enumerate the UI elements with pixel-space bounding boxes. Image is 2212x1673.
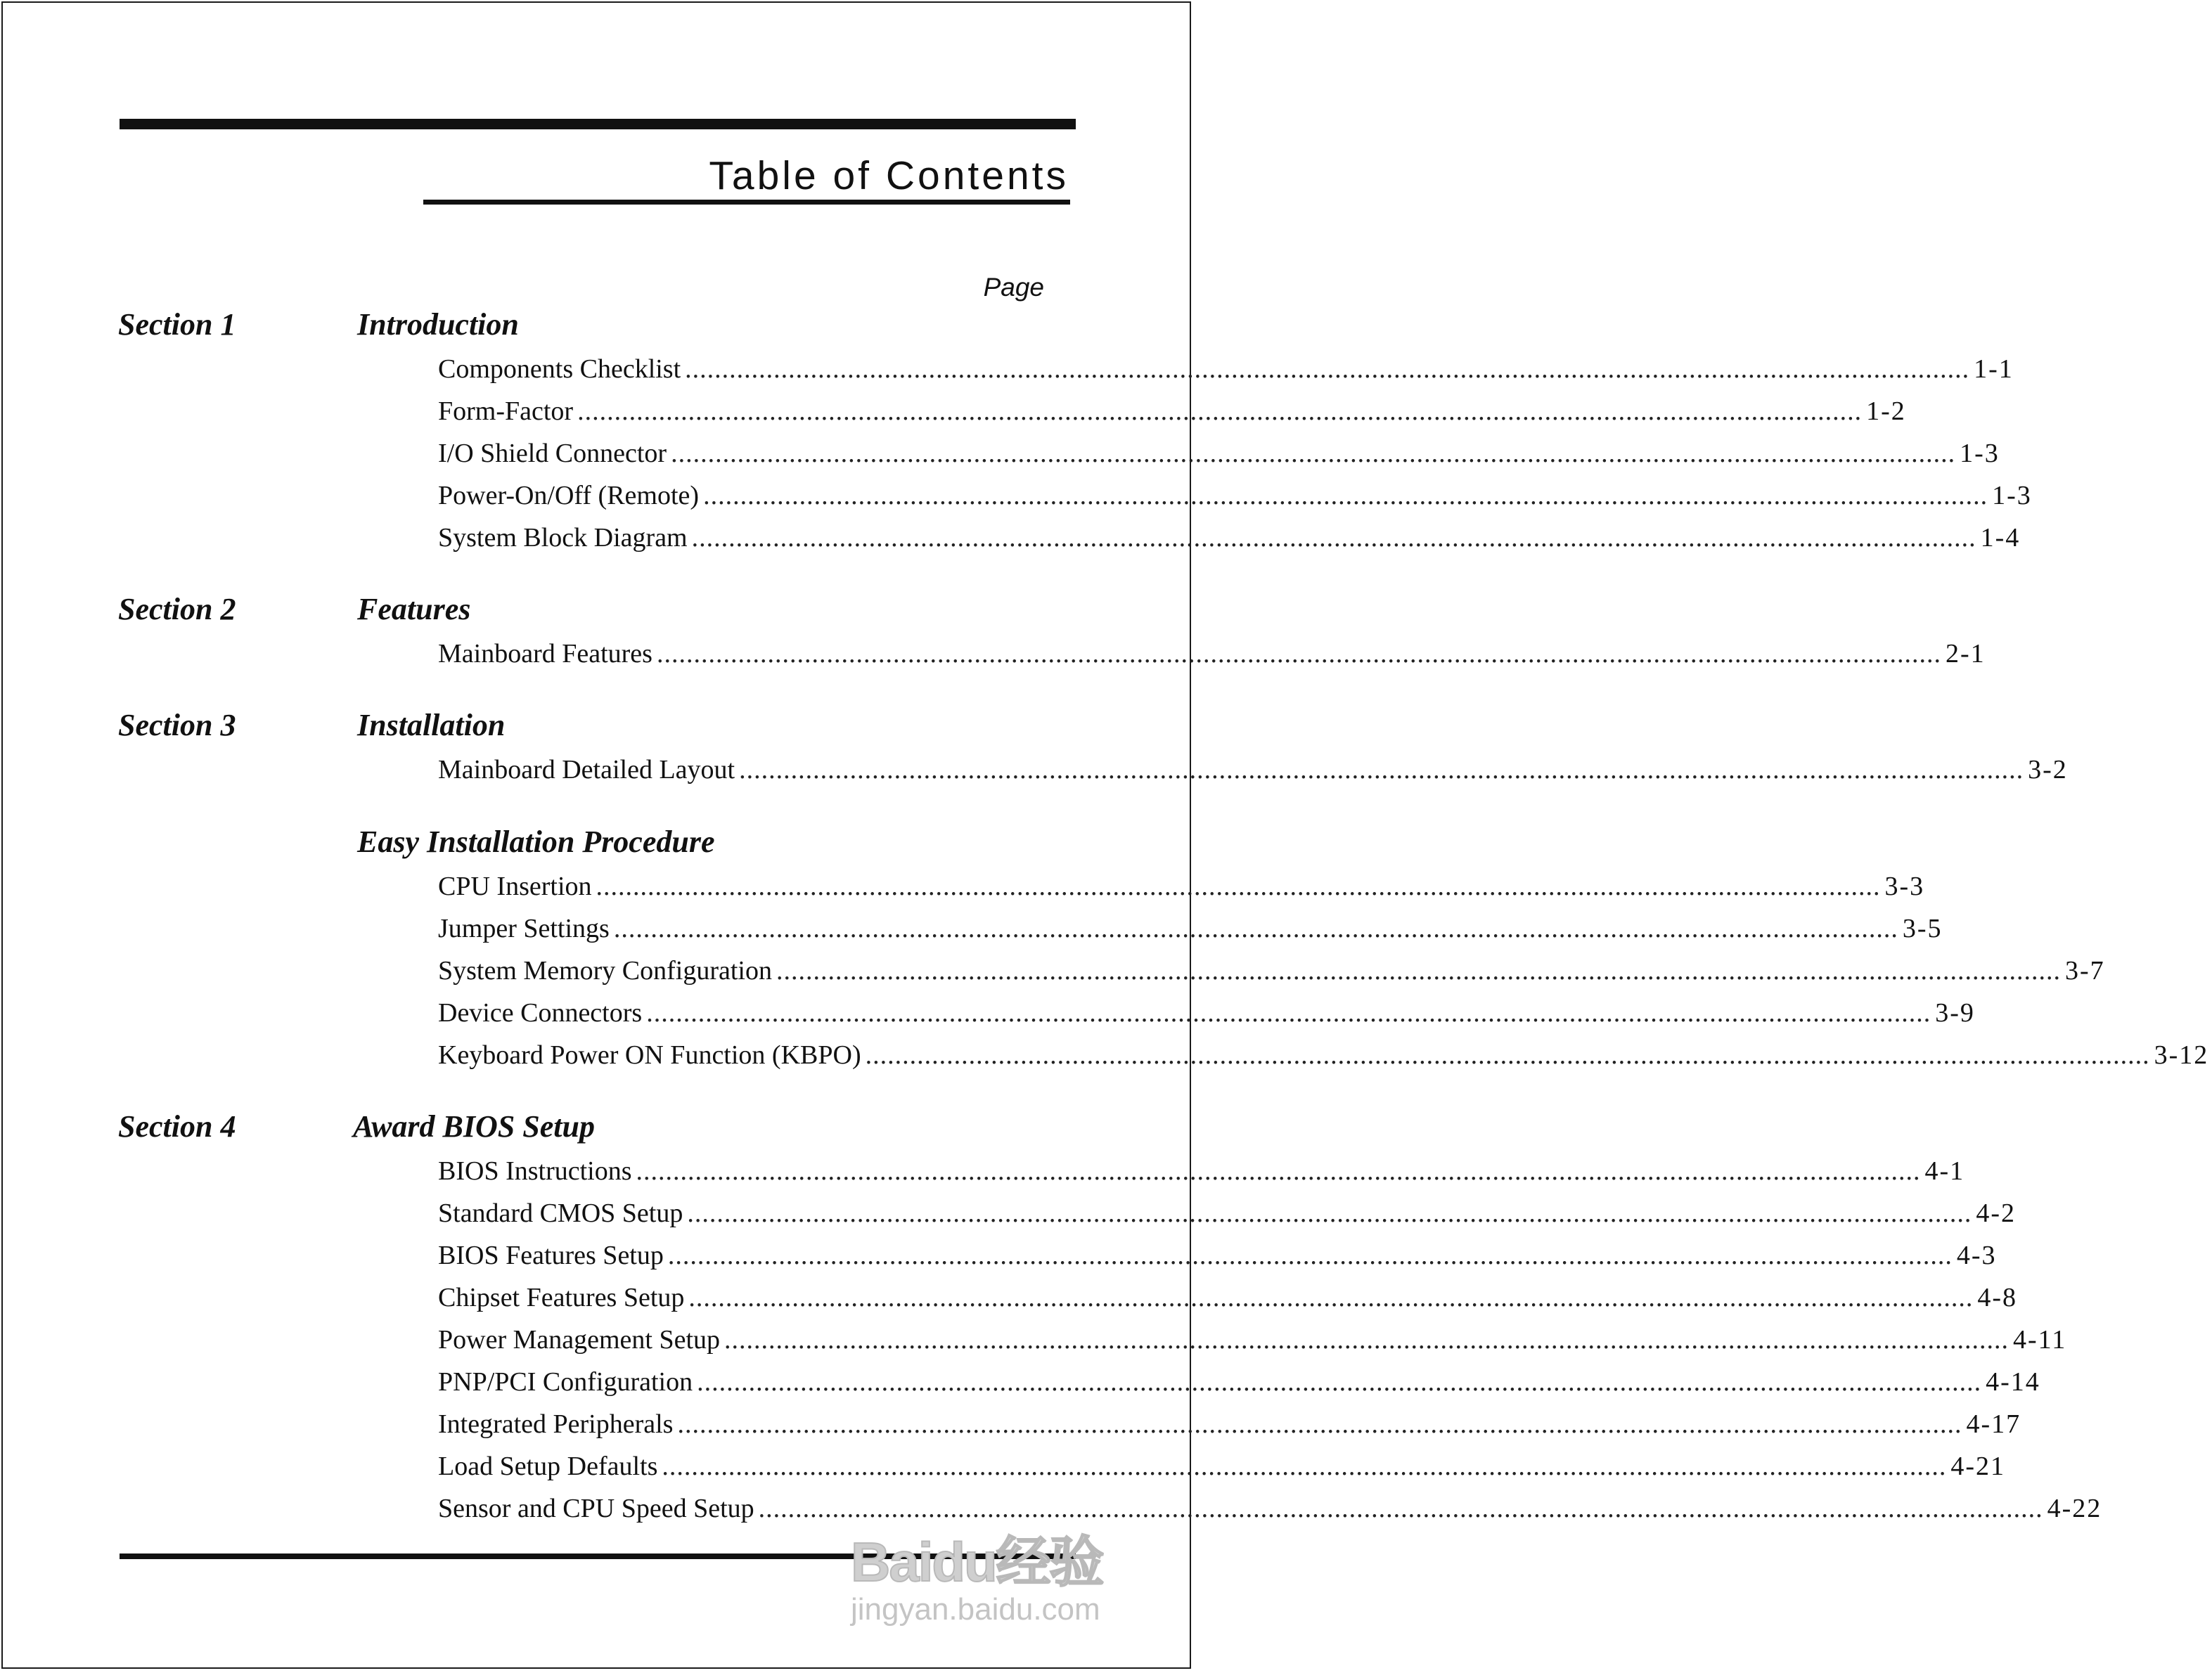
toc-entry[interactable] (438, 635, 1986, 672)
entry-title: Jumper Settings (438, 914, 610, 943)
toc-entry[interactable] (438, 435, 2000, 472)
entry-title: Mainboard Detailed Layout (438, 755, 735, 784)
entry-page: 4-14 (1986, 1367, 2040, 1397)
page-column-header: Page (983, 273, 1044, 302)
watermark-url: jingyan.baidu.com (851, 1592, 1100, 1627)
entry-page: 3-5 (1902, 914, 1943, 943)
entry-page: 1-3 (1992, 481, 2032, 510)
dot-leader: .............................................................................................................................................................................. (613, 914, 1898, 943)
entry-title: CPU Insertion (438, 872, 592, 901)
section-label-2: Section 2 (118, 592, 236, 626)
section-heading-features: Features (357, 592, 471, 626)
entry-title: Components Checklist (438, 354, 681, 384)
section-label-3: Section 3 (118, 708, 236, 742)
dot-leader: .............................................................................................................................................................................. (687, 1199, 1972, 1228)
dot-leader: .............................................................................................................................................................................. (662, 1452, 1947, 1481)
dot-leader: .............................................................................................................................................................................. (758, 1494, 2043, 1523)
toc-entry[interactable] (438, 1364, 2040, 1400)
section-heading-easy-installation: Easy Installation Procedure (357, 825, 715, 859)
entry-title: Device Connectors (438, 998, 643, 1028)
section-label-4: Section 4 (118, 1109, 236, 1144)
entry-page: 3-3 (1884, 872, 1925, 901)
dot-leader: .............................................................................................................................................................................. (577, 396, 1863, 426)
entry-title: Load Setup Defaults (438, 1452, 658, 1481)
toc-entry[interactable] (438, 1153, 1965, 1189)
dot-leader: .............................................................................................................................................................................. (691, 523, 1976, 553)
dot-leader: .............................................................................................................................................................................. (636, 1156, 1921, 1186)
entry-title: Power-On/Off (Remote) (438, 481, 700, 510)
dot-leader: .............................................................................................................................................................................. (646, 998, 1931, 1028)
entry-page: 4-3 (1956, 1241, 1997, 1270)
toc-entry[interactable] (438, 995, 1975, 1031)
toc-entry[interactable] (438, 519, 2021, 556)
dot-leader: .............................................................................................................................................................................. (776, 956, 2061, 986)
entry-page: 4-2 (1976, 1199, 2017, 1228)
dot-leader: .............................................................................................................................................................................. (671, 439, 1956, 468)
dot-leader: .............................................................................................................................................................................. (656, 639, 1941, 668)
top-rule (120, 119, 1076, 129)
entry-title: I/O Shield Connector (438, 439, 667, 468)
toc-entry[interactable] (438, 751, 2068, 788)
dot-leader: .............................................................................................................................................................................. (697, 1367, 1982, 1397)
entry-page: 1-1 (1974, 354, 2014, 384)
toc-entry[interactable] (438, 1448, 2006, 1485)
entry-page: 4-8 (1977, 1283, 2018, 1312)
entry-title: Standard CMOS Setup (438, 1199, 683, 1228)
entry-page: 2-1 (1945, 639, 1986, 668)
section-heading-introduction: Introduction (357, 307, 519, 342)
entry-title: PNP/PCI Configuration (438, 1367, 693, 1397)
dot-leader: .............................................................................................................................................................................. (865, 1040, 2150, 1070)
entry-title: Power Management Setup (438, 1325, 721, 1355)
entry-title: Mainboard Features (438, 639, 652, 668)
entry-page: 4-17 (1966, 1409, 2021, 1439)
entry-page: 3-7 (2064, 956, 2105, 986)
entry-title: Sensor and CPU Speed Setup (438, 1494, 754, 1523)
dot-leader: .............................................................................................................................................................................. (677, 1409, 1962, 1439)
section-heading-award-bios: Award BIOS Setup (353, 1109, 595, 1144)
page-title: Table of Contents (709, 153, 1069, 198)
toc-entry[interactable] (438, 1279, 2018, 1316)
toc-entry[interactable] (438, 868, 1925, 905)
watermark-logo: Baidu经验 (851, 1531, 1103, 1593)
entry-page: 1-2 (1866, 396, 1906, 426)
entry-page: 4-22 (2047, 1494, 2102, 1523)
entry-page: 4-1 (1924, 1156, 1965, 1186)
dot-leader: .............................................................................................................................................................................. (667, 1241, 1953, 1270)
toc-entry[interactable] (438, 477, 2032, 514)
entry-page: 1-4 (1980, 523, 2021, 553)
title-underline (423, 200, 1070, 205)
baidu-watermark (851, 1518, 1132, 1645)
toc-entry[interactable] (438, 952, 2105, 989)
dot-leader: .............................................................................................................................................................................. (596, 872, 1881, 901)
entry-page: 1-3 (1960, 439, 2000, 468)
dot-leader: .............................................................................................................................................................................. (685, 354, 1970, 384)
entry-title: Keyboard Power ON Function (KBPO) (438, 1040, 861, 1070)
toc-entry[interactable] (438, 1195, 2017, 1232)
toc-entry[interactable] (438, 1237, 1997, 1274)
section-label-1: Section 1 (118, 307, 236, 342)
entry-page: 3-2 (2028, 755, 2068, 784)
dot-leader: .............................................................................................................................................................................. (739, 755, 2024, 784)
toc-entry[interactable] (438, 351, 2014, 387)
section-heading-installation: Installation (357, 708, 506, 742)
entry-title: System Block Diagram (438, 523, 688, 553)
entry-title: Chipset Features Setup (438, 1283, 685, 1312)
entry-title: BIOS Features Setup (438, 1241, 664, 1270)
toc-entry[interactable] (438, 393, 1906, 429)
toc-entry[interactable] (438, 1037, 2209, 1073)
entry-page: 4-11 (2013, 1325, 2067, 1355)
entry-page: 3-12 (2154, 1040, 2209, 1070)
dot-leader: .............................................................................................................................................................................. (703, 481, 1988, 510)
dot-leader: .............................................................................................................................................................................. (724, 1325, 2010, 1355)
toc-entry[interactable] (438, 910, 1943, 947)
entry-page: 3-9 (1935, 998, 1975, 1028)
entry-title: Form-Factor (438, 396, 574, 426)
dot-leader: .............................................................................................................................................................................. (688, 1283, 1974, 1312)
toc-entry[interactable] (438, 1406, 2021, 1442)
entry-title: BIOS Instructions (438, 1156, 632, 1186)
toc-entry[interactable] (438, 1322, 2067, 1358)
entry-title: System Memory Configuration (438, 956, 772, 986)
entry-title: Integrated Peripherals (438, 1409, 674, 1439)
entry-page: 4-21 (1950, 1452, 2006, 1481)
